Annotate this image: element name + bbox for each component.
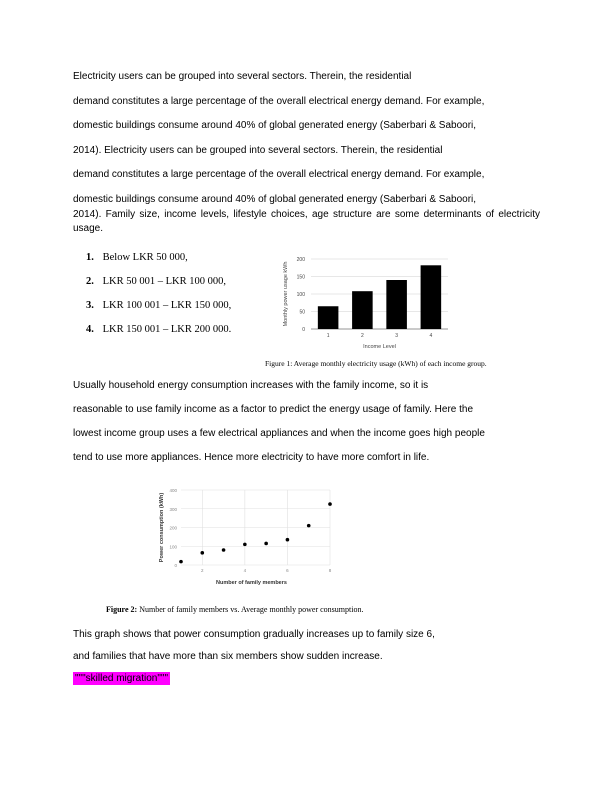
y-tick-label: 0 [174,563,177,568]
paragraph-line: This graph shows that power consumption gradually increases up to family size 6, [73,629,435,640]
paragraph-line: 2014). Family size, income levels, lifestyle choices, age structure are some determinants of electricity [73,209,540,220]
bar [421,265,442,329]
y-tick-label: 100 [169,544,177,550]
scatter-point [200,551,204,555]
x-tick-label: 4 [429,333,433,339]
paragraph-line: demand constitutes a large percentage of the overall electrical energy demand. For example, [73,96,485,107]
paragraph-line: demand constitutes a large percentage of the overall electrical energy demand. For example, [73,169,485,180]
list-item [86,252,188,263]
paragraph-line: and families that have more than six members show sudden increase. [73,651,383,662]
figure-2-caption-label: Figure 2: [106,605,138,614]
list-item [86,324,231,335]
list-label: LKR 50 001 – LKR 100 000, [102,276,226,287]
scatter-point [243,543,247,547]
list-number: 3. [86,300,94,311]
x-tick-label: 1 [326,333,330,339]
x-tick-label: 8 [328,568,332,573]
x-tick-label: 2 [360,333,364,339]
x-tick-label: 4 [243,568,247,573]
family-size-scatter-chart [155,484,340,592]
scatter-point [328,502,332,506]
y-axis-label: Power consumption (kWh) [159,492,165,563]
y-tick-label: 300 [169,506,177,512]
list-number: 2. [86,276,94,287]
list-item [86,300,231,311]
paragraph-line: Usually household energy consumption increases with the family income, so it is [73,380,429,391]
figure-2-caption [106,605,363,614]
list-label: LKR 100 001 – LKR 150 000, [102,300,232,311]
list-item [86,276,226,287]
paragraph-line: domestic buildings consume around 40% of global generated energy (Saberbari & Saboori, [73,120,477,131]
scatter-point [307,524,311,528]
scatter-point [286,538,290,542]
scatter-point [264,542,268,546]
paragraph-line: lowest income group uses a few electrical appliances and when the income goes high people [73,428,485,439]
paragraph-line: domestic buildings consume around 40% of global generated energy (Saberbari & Saboori, [73,194,477,205]
paragraph-line: tend to use more appliances. Hence more electricity to have more comfort in life. [73,452,430,463]
x-axis-label: Number of family members [216,580,287,586]
x-tick-label: 2 [201,568,204,573]
list-label: LKR 150 001 – LKR 200 000. [102,324,232,335]
bar [352,291,373,329]
paragraph-line: usage. [73,223,104,234]
y-tick-label: 200 [169,525,177,531]
y-tick-label: 400 [169,488,177,493]
x-tick-label: 3 [395,333,399,339]
scatter-point [179,560,183,564]
bar [318,306,339,329]
paragraph-line: Electricity users can be grouped into several sectors. Therein, the residential [73,71,412,82]
list-label: Below LKR 50 000, [102,252,188,263]
paragraph-line: reasonable to use family income as a factor to predict the energy usage of family. Here the [73,404,474,415]
figure-1-caption: Figure 1: Average monthly electricity usage (kWh) of each income group. [265,359,487,368]
x-axis-label: Income Level [363,344,396,350]
list-number: 4. [86,324,94,335]
y-tick-label: 0 [302,327,305,333]
bar [386,280,407,329]
y-axis-label: Monthly power usage kWh [283,261,289,327]
highlighted-text: """skilled migration""" [75,673,168,684]
y-tick-label: 100 [296,292,305,298]
figure-2-caption-text: Number of family members vs. Average monthly power consumption. [137,605,364,614]
income-bar-chart [278,252,458,352]
paragraph-line: 2014). Electricity users can be grouped into several sectors. Therein, the residential [73,145,443,156]
scatter-point [222,548,226,552]
list-number: 1. [86,252,94,263]
x-tick-label: 6 [286,568,289,573]
paragraph-justified [73,208,540,236]
y-tick-label: 50 [299,309,305,316]
y-tick-label: 150 [296,274,305,281]
y-tick-label: 200 [296,257,305,263]
